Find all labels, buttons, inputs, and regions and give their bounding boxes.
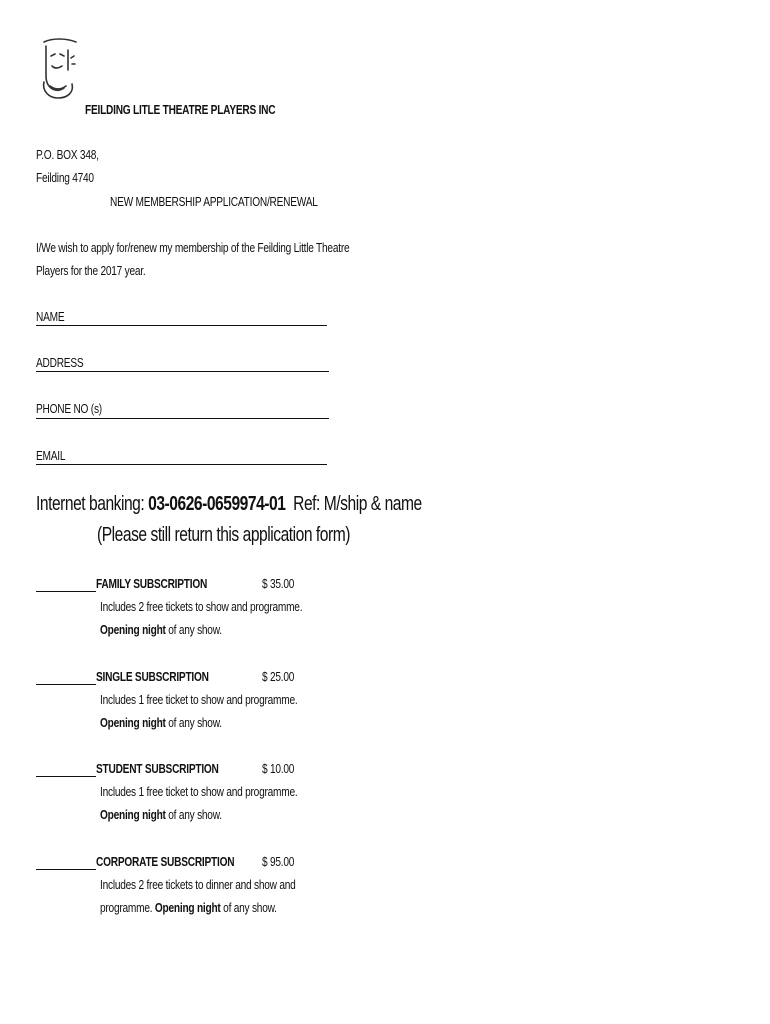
family-subscription-desc-2: Opening night of any show. xyxy=(100,622,222,637)
single-subscription-desc-2: Opening night of any show. xyxy=(100,715,222,730)
banking-info: Internet banking: 03-0626-0659974-01 Ref: M/ship & name xyxy=(36,493,422,515)
student-check-line[interactable] xyxy=(36,776,96,777)
address-field-line[interactable] xyxy=(36,371,329,372)
corporate-subscription-desc-1: Includes 2 free tickets to dinner and show and xyxy=(100,877,296,892)
address-field-label: ADDRESS xyxy=(36,355,84,370)
name-field-label: NAME xyxy=(36,309,65,324)
corporate-check-line[interactable] xyxy=(36,869,96,870)
corporate-subscription-price: $ 95.00 xyxy=(262,854,295,869)
phone-field-line[interactable] xyxy=(36,418,329,419)
student-subscription-desc-2: Opening night of any show. xyxy=(100,807,222,822)
bank-account-number: 03-0626-0659974-01 xyxy=(148,493,286,515)
corporate-subscription-title: CORPORATE SUBSCRIPTION xyxy=(96,854,235,869)
banking-note: (Please still return this application form) xyxy=(97,524,350,546)
family-subscription-title: FAMILY SUBSCRIPTION xyxy=(96,576,208,591)
email-field-line[interactable] xyxy=(36,464,327,465)
single-subscription-title: SINGLE SUBSCRIPTION xyxy=(96,669,209,684)
address-line-2: Feilding 4740 xyxy=(36,170,94,185)
family-subscription-desc-1: Includes 2 free tickets to show and programme. xyxy=(100,599,303,614)
student-subscription-price: $ 10.00 xyxy=(262,761,295,776)
name-field-line[interactable] xyxy=(36,325,327,326)
intro-line-1: I/We wish to apply for/renew my membership of the Feilding Little Theatre xyxy=(36,240,350,255)
phone-field-label: PHONE NO (s) xyxy=(36,401,102,416)
family-check-line[interactable] xyxy=(36,591,96,592)
form-title: NEW MEMBERSHIP APPLICATION/RENEWAL xyxy=(110,194,318,209)
single-subscription-price: $ 25.00 xyxy=(262,669,295,684)
corporate-subscription-desc-2: programme. Opening night of any show. xyxy=(100,900,277,915)
student-subscription-desc-1: Includes 1 free ticket to show and programme. xyxy=(100,784,298,799)
address-line-1: P.O. BOX 348, xyxy=(36,147,99,162)
org-name: FEILDING LITLE THEATRE PLAYERS INC xyxy=(85,102,276,117)
email-field-label: EMAIL xyxy=(36,448,66,463)
family-subscription-price: $ 35.00 xyxy=(262,576,295,591)
theatre-masks-logo xyxy=(38,36,80,102)
single-subscription-desc-1: Includes 1 free ticket to show and programme. xyxy=(100,692,298,707)
single-check-line[interactable] xyxy=(36,684,96,685)
intro-line-2: Players for the 2017 year. xyxy=(36,263,146,278)
student-subscription-title: STUDENT SUBSCRIPTION xyxy=(96,761,219,776)
